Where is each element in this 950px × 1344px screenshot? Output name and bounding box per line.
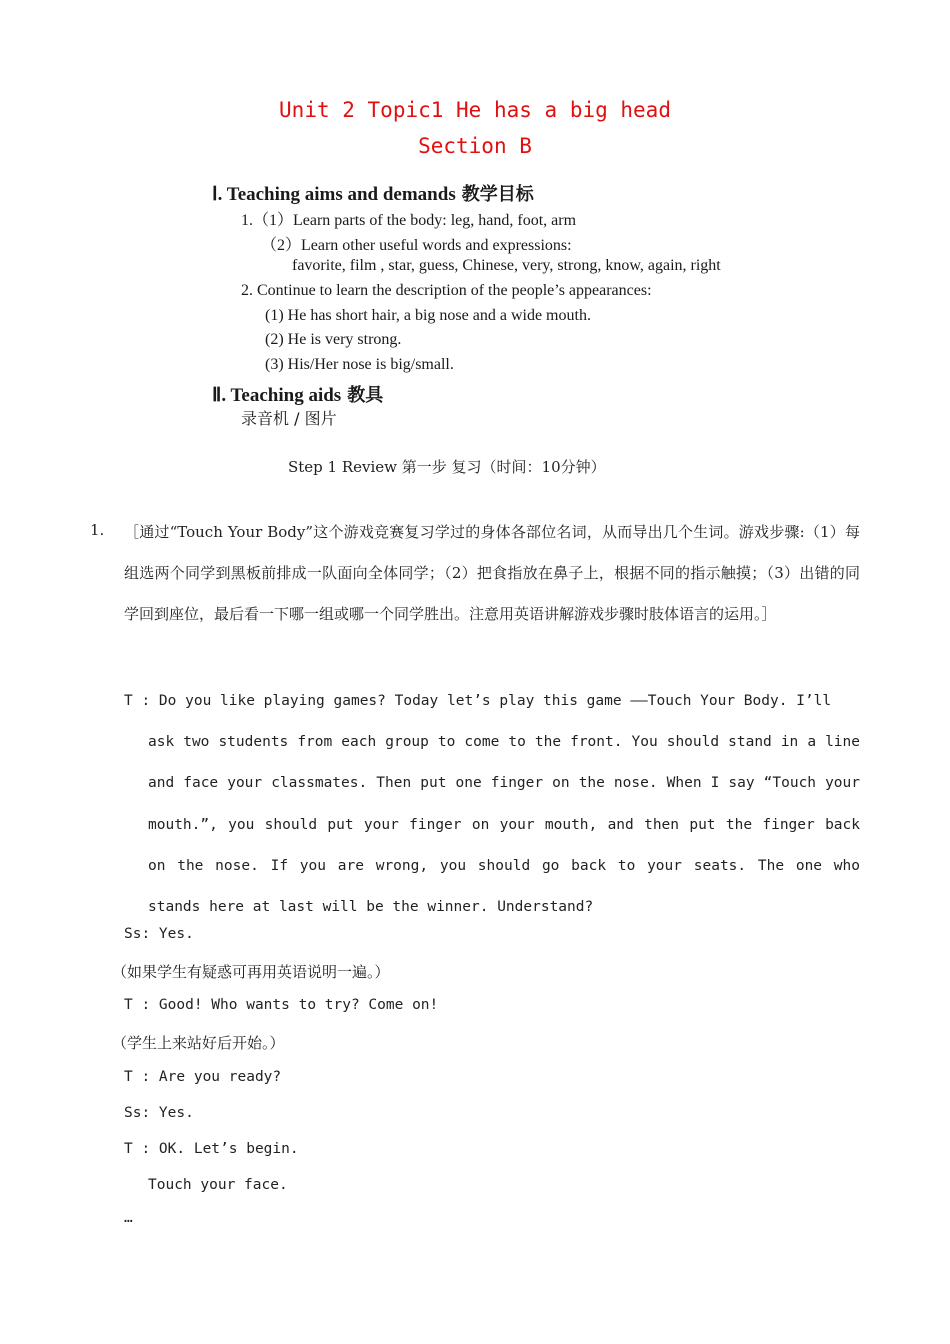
- dialogue-line: T : Are you ready?: [124, 1069, 282, 1085]
- section2-header-zh: 教具: [347, 385, 384, 406]
- step-heading: Step 1 Review 第一步 复习（时间：10分钟）: [288, 458, 606, 476]
- aim-line: 1.（1）Learn parts of the body: leg, hand, foot, arm: [241, 212, 577, 229]
- dialogue-line: T : Good! Who wants to try? Come on!: [124, 997, 439, 1013]
- aim-line: (3) His/Her nose is big/small.: [265, 356, 454, 373]
- dialogue-line: Ss: Yes.: [124, 1105, 194, 1121]
- dialogue-note: （如果学生有疑惑可再用英语说明一遍。）: [112, 963, 390, 981]
- dialogue-line: Touch your face.: [148, 1177, 288, 1193]
- aim-line: 2. Continue to learn the description of the people’s appearances:: [241, 282, 652, 299]
- item-instruction: ［通过“Touch Your Body”这个游戏竞赛复习学过的身体各部位名词，从而导出几个生词。游戏步骤:（1）每组选两个同学到黑板前排成一队面向全体同学；（2）把食指放在鼻子上，根据不同的指示触摸；（3）出错的同学回到座位，最后看一下哪一组或哪一个同学胜出。注意用英语讲解游戏步骤时肢体语言的运用。］: [124, 523, 860, 623]
- title-line-1: Unit 2 Topic1 He has a big head: [279, 98, 671, 122]
- item-number: 1.: [90, 521, 105, 539]
- aim-line: favorite, film , star, guess, Chinese, very, strong, know, again, right: [292, 257, 721, 274]
- section2-header-en: Ⅱ. Teaching aids: [212, 385, 342, 406]
- dialogue-line: T : OK. Let’s begin.: [124, 1141, 299, 1157]
- teacher-instruction-rest: ask two students from each group to come to the front. You should stand in a line and face your classmates. Then put one finger on the nose. When I say “Touch your mouth.”, you should put your finger on your mouth, and then put the finger back on the nose. If you are wrong, you should go back to your seats. The one who stands here at last will be the winner. Understand?: [148, 734, 860, 916]
- teaching-aims-image: [210, 178, 770, 438]
- teaching-aids-line: 录音机 / 图片: [241, 409, 337, 428]
- teacher-instruction-first-line: T : Do you like playing games? Today let’s play this game ——Touch Your Body. I’ll: [124, 693, 832, 709]
- dialogue-ellipsis: …: [124, 1210, 133, 1226]
- section2-header: [212, 381, 383, 407]
- teacher-instruction: [124, 681, 860, 928]
- aim-line: （2）Learn other useful words and expressions:: [261, 237, 572, 254]
- aim-line: (1) He has short hair, a big nose and a wide mouth.: [265, 307, 591, 324]
- dialogue-note: （学生上来站好后开始。）: [112, 1034, 285, 1052]
- dialogue-line: Ss: Yes.: [124, 926, 194, 942]
- aim-line: (2) He is very strong.: [265, 331, 402, 348]
- section1-header-en: Ⅰ. Teaching aims and demands: [212, 184, 456, 205]
- section1-header-zh: 教学目标: [461, 184, 534, 205]
- title-line-2: Section B: [418, 134, 532, 158]
- section1-header: [212, 180, 534, 206]
